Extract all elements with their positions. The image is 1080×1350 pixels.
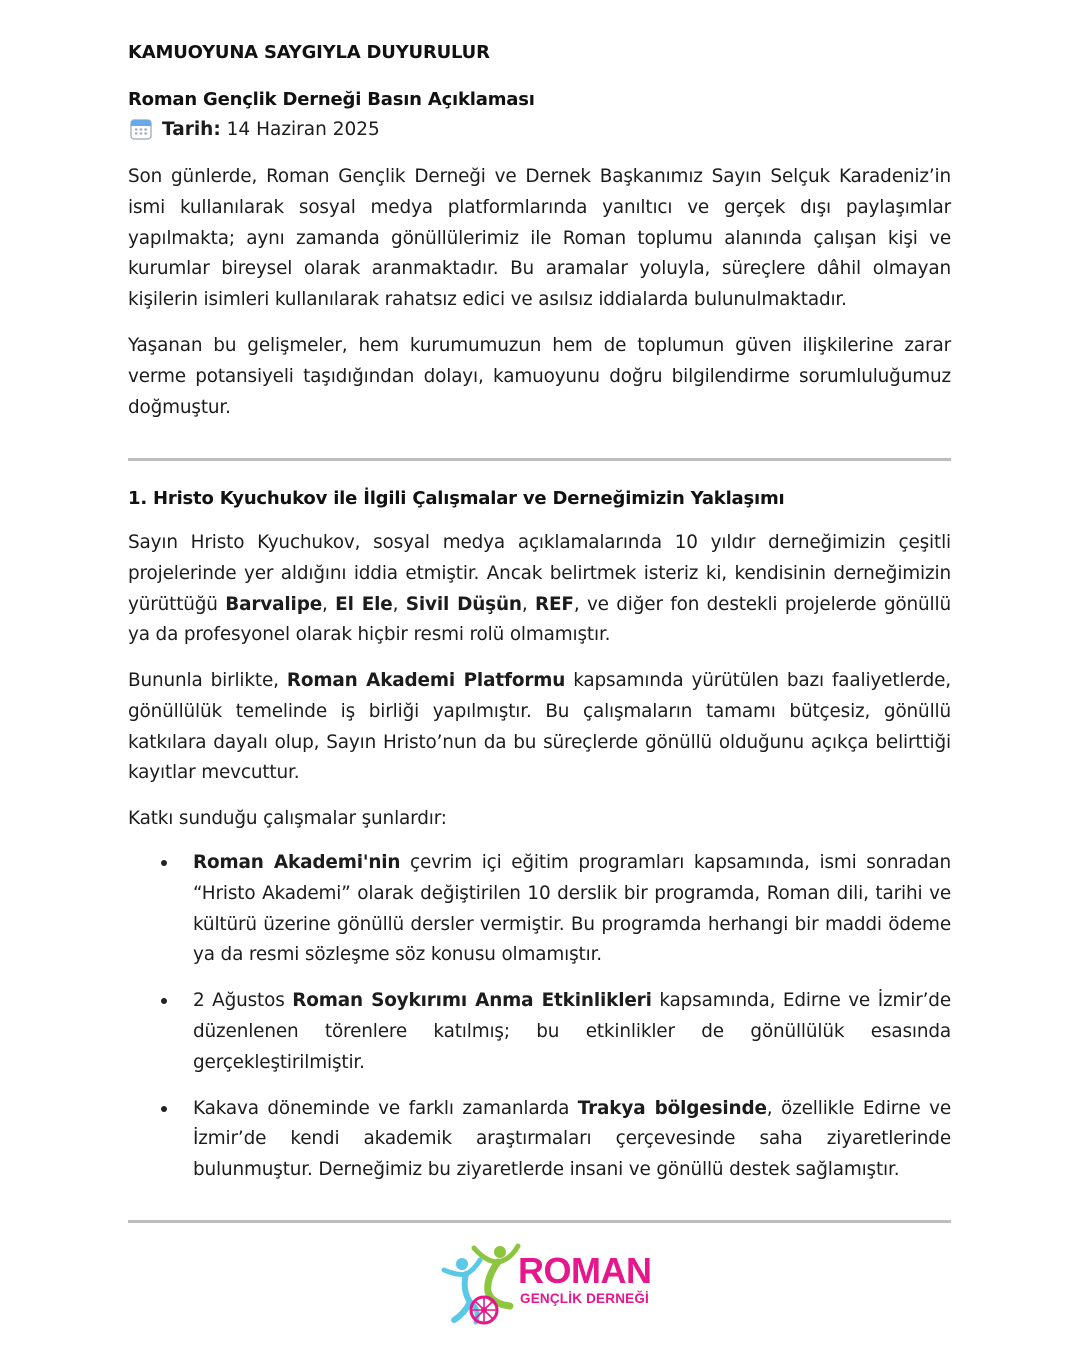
project-sivil-dusun: Sivil Düşün [405,593,522,615]
bullet-icon [161,860,167,866]
date-line [128,118,380,140]
project-ref: REF [534,593,574,615]
bullet-icon [161,998,167,1004]
date-value: 14 Haziran 2025 [226,118,380,140]
intro-paragraph-1: Son günlerde, Roman Gençlik Derneği ve Dernek Başkanımız Sayın Selçuk Karadeniz’in ismi kullanılarak sosyal medya platformlarında yanıltıcı ve gerçek dışı paylaşımlar yapılmakta; aynı zamanda gönüllülerimiz ile Roman toplumu alanında çalışan kişi ve kurumlar bireysel olarak aranmaktadır. Bu aramalar yoluyla, süreçlere dâhil olmayan kişilerin isimleri kullanılarak rahatsız edici ve asılsız iddialarda bulunulmaktadır. [128,166,951,311]
press-release-subtitle: Roman Gençlik Derneği Basın Açıklaması [128,89,535,110]
logo-subtitle: GENÇLİK DERNEĞİ [520,1291,650,1306]
section-1-paragraph-2 [128,666,951,789]
text-run: Bununla birlikte, [128,670,287,691]
divider [128,1220,951,1223]
contributions-list [128,848,951,1201]
text-run: , [322,593,336,615]
text-run: Sayın Hristo Kyuchukov, sosyal medya açıklamalarında 10 yıldır derneğimizin çeşitli projelerinde yer aldığını iddia etmiştir. Ancak belirtmek isteriz ki, kendisinin derneğimizin yürüttüğü [128,532,951,615]
text-run: 2 Ağustos [193,990,293,1012]
bold-run: Roman Soykırımı Anma Etkinlikleri [292,990,652,1012]
text-run: kapsamında, Edirne ve İzmir’de düzenlenen törenlere katılmış; bu etkinlikler de gönüllülük esasında gerçekleştirilmiştir. [193,990,951,1073]
text-run: , [392,593,406,615]
text-run: kapsamında yürütülen bazı faaliyetlerde, gönüllülük temelinde iş birliği yapılmıştır. Bu çalışmaların tamamı bütçesiz, gönüllü katkılara dayalı olup, Sayın Hristo’nun da bu süreçlerde gönüllü olduğunu açıkça belirttiği kayıtlar mevcuttur. [128,670,951,784]
project-barvalipe: Barvalipe [225,593,323,615]
text-run: , ve diğer fon destekli projelerde gönüllü ya da profesyonel olarak hiçbir resmi rolü olmamıştır. [128,593,951,646]
intro-paragraph-2: Yaşanan bu gelişmeler, hem kurumumuzun hem de toplumun güven ilişkilerine zarar verme potansiyeli taşıdığından dolayı, kamuoyunu doğru bilgilendirme sorumluluğumuz doğmuştur. [128,335,951,418]
section-1-paragraph-3: Katkı sunduğu çalışmalar şunlardır: [128,808,447,829]
roman-akademi-platformu: Roman Akademi Platformu [286,670,566,691]
list-item [128,848,951,971]
bold-run: Trakya bölgesinde [577,1097,767,1119]
section-1-heading: 1. Hristo Kyuchukov ile İlgili Çalışmalar ve Derneğimizin Yaklaşımı [128,488,785,509]
text-run: , özellikle Edirne ve İzmir’de kendi akademik araştırmaları çerçevesinde saha ziyaretlerinde bulunmuştur. Derneğimiz bu ziyaretlerde insani ve gönüllü destek sağlamıştır. [193,1097,951,1181]
text-run: çevrim içi eğitim programları kapsamında, ismi sonradan “Hristo Akademi” olarak değiştirilen 10 derslik bir programda, Roman dili, tarihi ve kültürü üzerine gönüllü dersler vermiştir. Bu programda herhangi bir maddi ödeme ya da resmi sözleşme söz konusu olmamıştır. [193,852,951,966]
section-1-paragraph-1 [128,528,951,651]
bold-run: Roman Akademi'nin [193,852,401,873]
divider [128,458,951,461]
bullet-icon [161,1106,167,1112]
project-el-ele: El Ele [335,593,393,615]
text-run: Kakava döneminde ve farklı zamanlarda [193,1097,578,1119]
logo-title: ROMAN [518,1250,652,1291]
list-item [128,986,951,1078]
list-item [128,1094,951,1186]
text-run: , [521,593,535,615]
calendar-icon [130,118,152,140]
announcement-title: KAMUOYUNA SAYGIYLA DUYURULUR [128,42,490,63]
date-label: Tarih: [162,118,221,140]
